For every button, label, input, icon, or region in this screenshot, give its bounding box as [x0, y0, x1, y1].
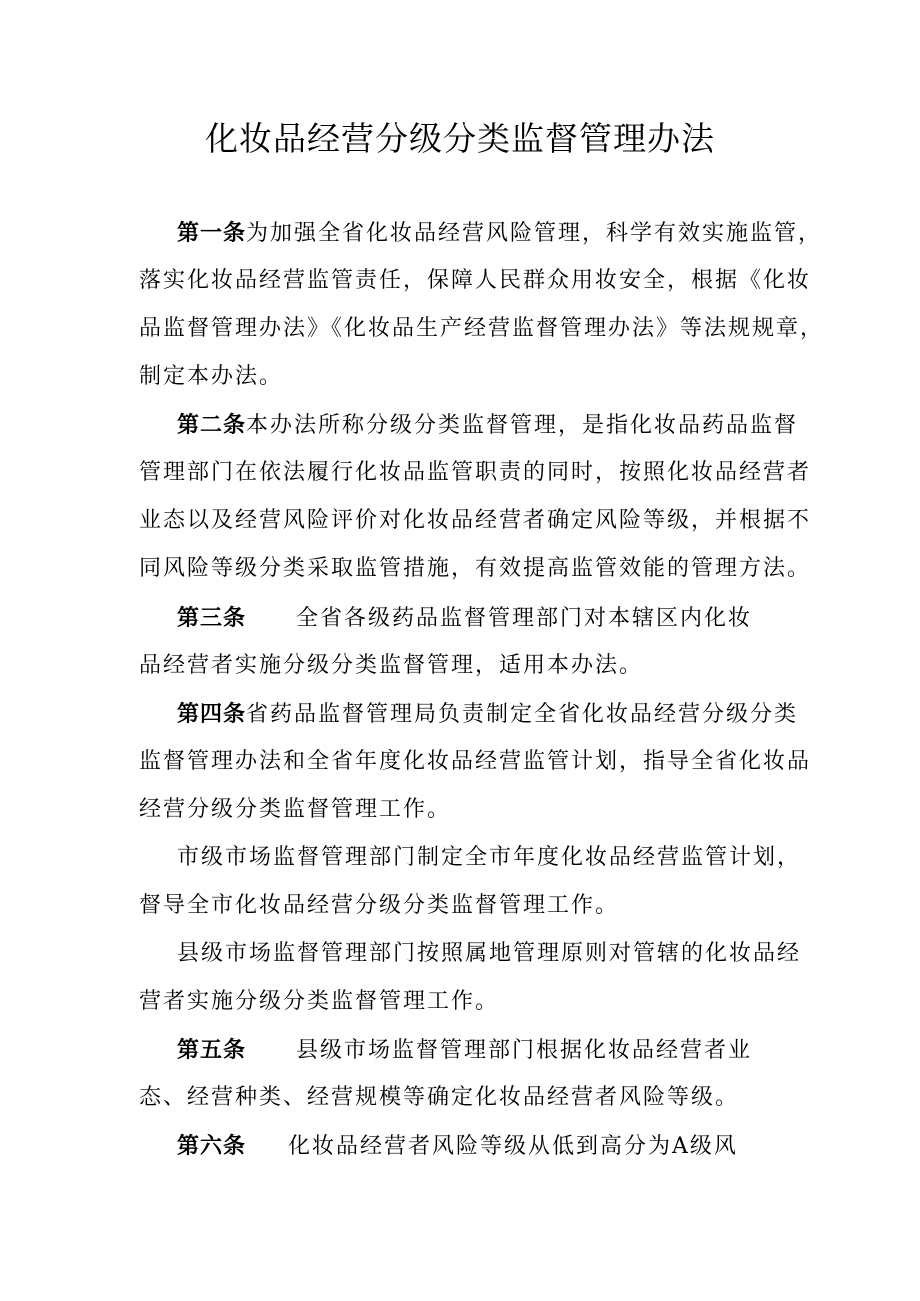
county-paragraph: [139, 930, 802, 1026]
article-2-text-1: 本办法所称分级分类监督管理，是指化妆品药品监督: [246, 413, 799, 438]
municipal-paragraph: [139, 834, 802, 930]
article-6: [139, 1122, 799, 1170]
article-6-label: 第六条: [177, 1133, 247, 1159]
article-1-text-1: 为加强全省化妆品经营风险管理，科学有效实施监管，: [246, 221, 823, 246]
article-4-text-1: 省药品监督管理局负责制定全省化妆品经营分级分类: [246, 702, 799, 727]
article-2: [139, 401, 812, 593]
article-4-label: 第四条: [177, 701, 247, 727]
article-5-line-1: [139, 1026, 799, 1074]
article-2-line-2: 管理部门在依法履行化妆品监管职责的同时，按照化妆品经营者: [139, 460, 812, 485]
article-5-line-2: 态、经营种类、经营规模等确定化妆品经营者风险等级。: [139, 1085, 740, 1110]
article-4-line-2: 监督管理办法和全省年度化妆品经营监管计划，指导全省化妆品: [139, 749, 812, 774]
article-1-line-2: 落实化妆品经营监管责任，保障人民群众用妆安全，根据《化妆: [139, 268, 812, 293]
article-1-label: 第一条: [177, 220, 247, 246]
document-title: 化妆品经营分级分类监督管理办法: [205, 119, 715, 158]
article-5-label: 第五条: [177, 1037, 247, 1063]
article-3-label: 第三条: [177, 605, 247, 631]
article-5: [139, 1026, 799, 1122]
county-line-1: 县级市场监督管理部门按照属地管理原则对管辖的化妆品经: [177, 941, 802, 966]
article-3: [139, 594, 799, 690]
article-2-line-4: 同风险等级分类采取监管措施，有效提高监管效能的管理方法。: [139, 556, 812, 581]
county-line-2: 营者实施分级分类监督管理工作。: [139, 989, 500, 1014]
article-1-line-3: 品监督管理办法》《化妆品生产经营监督管理办法》等法规规章，: [139, 316, 825, 341]
article-1: [139, 209, 825, 401]
article-3-line-1: [139, 594, 799, 642]
article-2-label: 第二条: [177, 412, 247, 438]
article-6-text-1: 化妆品经营者风险等级从低到高分为A级风: [288, 1134, 738, 1159]
article-3-line-2: 品经营者实施分级分类监督管理，适用本办法。: [139, 653, 644, 678]
article-4-line-3: 经营分级分类监督管理工作。: [139, 797, 452, 822]
municipal-line-2: 督导全市化妆品经营分级分类监督管理工作。: [139, 893, 620, 918]
article-2-line-3: 业态以及经营风险评价对化妆品经营者确定风险等级，并根据不: [139, 508, 812, 533]
article-3-text-1: 全省各级药品监督管理部门对本辖区内化妆: [296, 606, 753, 631]
article-4-line-1: [139, 690, 799, 738]
article-5-text-1: 县级市场监督管理部门根据化妆品经营者业: [296, 1038, 753, 1063]
article-4: [139, 690, 812, 834]
article-1-line-4: 制定本办法。: [139, 364, 284, 389]
article-1-line-1: [139, 209, 823, 257]
article-6-line-1: [139, 1122, 799, 1170]
municipal-line-1: 市级市场监督管理部门制定全市年度化妆品经营监管计划，: [177, 845, 802, 870]
article-2-line-1: [139, 401, 799, 449]
